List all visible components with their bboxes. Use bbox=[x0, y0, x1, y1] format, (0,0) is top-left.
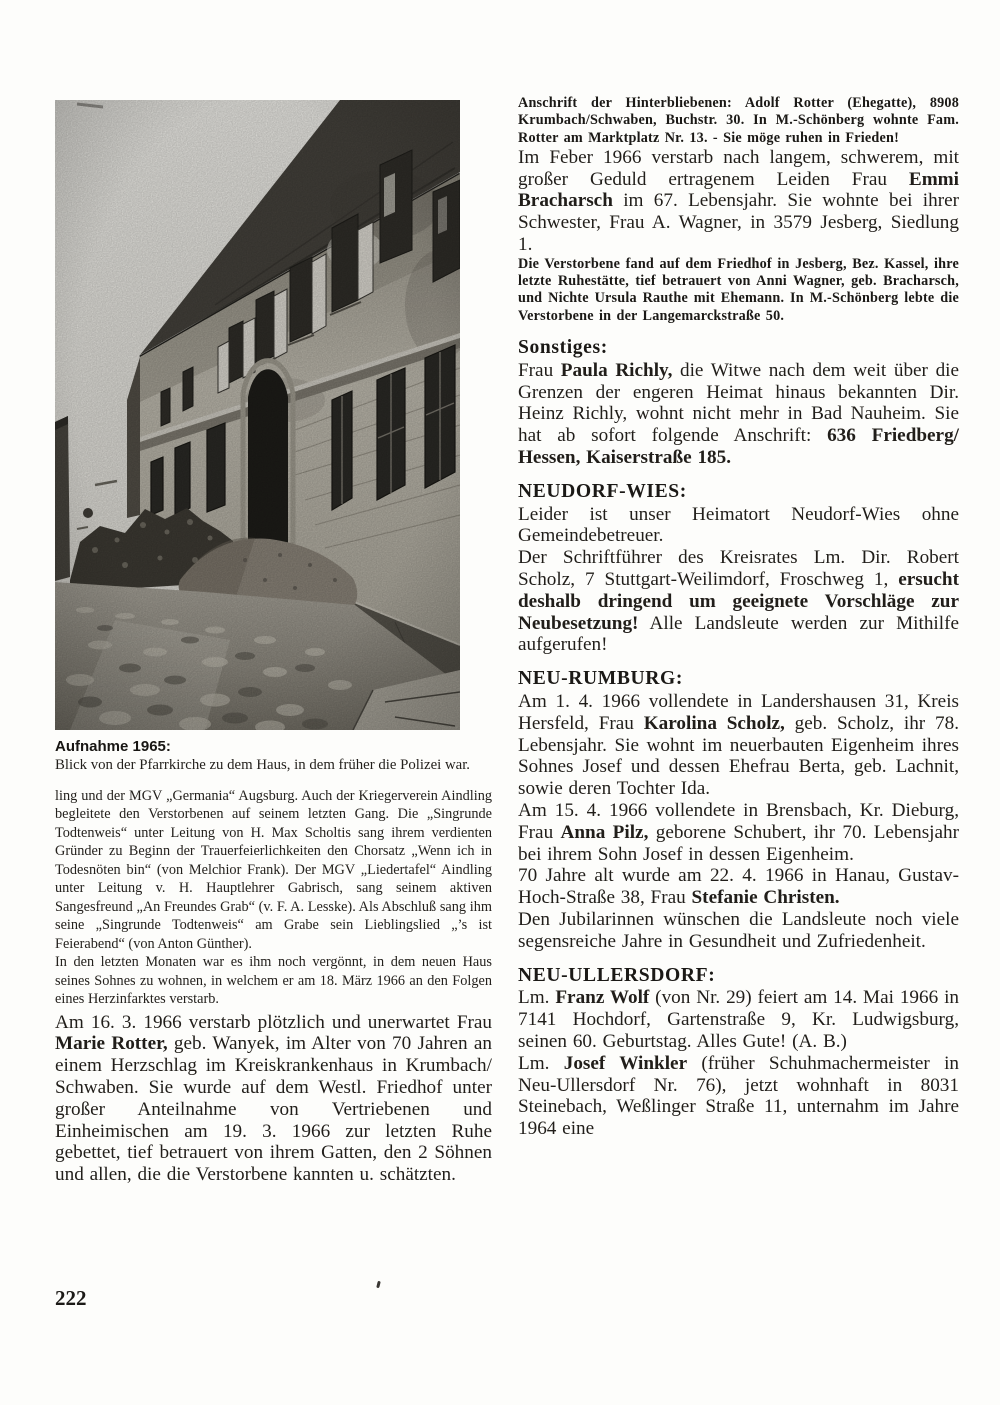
obituary-marie-rotter-paragraph: Am 16. 3. 1966 verstarb plötzlich und unerwartet Frau Marie Rotter, geb. Wanyek, im Alter von 70 Jahren an einem Herzschlag im Kreiskrankenhaus in Krumbach/ Schwaben. Sie wurde auf dem Westl. Friedhof unter großer Anteilnahme von Vertriebenen und Einheimischen am 19. 3. 1966 zur letzten Ruhe gebettet, tief betrauert von ihrem Gatten, den 2 Söhnen und allen, die die Verstorbene kannten u. schätzten. bbox=[55, 1011, 492, 1186]
stefanie-christen-birthday-paragraph: 70 Jahre alt wurde am 22. 4. 1966 in Hanau, Gustav-Hoch-Straße 38, Frau Stefanie Christen. bbox=[518, 865, 959, 909]
left-column bbox=[55, 100, 492, 1186]
jubilarinnen-wishes-paragraph: Den Jubilarinnen wünschen die Landsleute noch viele segensreiche Jahre in Gesundheit und Zufriedenheit. bbox=[518, 908, 959, 952]
photo-caption-text: Blick von der Pfarrkirche zu dem Haus, in dem früher die Polizei war. bbox=[55, 757, 471, 773]
street-photo bbox=[55, 100, 460, 730]
photo-caption bbox=[55, 737, 492, 775]
street-photo-illustration bbox=[55, 100, 460, 730]
rotter-survivors-address-note: Anschrift der Hinterbliebenen: Adolf Rotter (Ehegatte), 8908 Krumbach/Schwaben, Buchstr. 30. In M.-Schönberg wohnte Fam. Rotter am Marktplatz Nr. 13. - Sie möge ruhen in Frieden! bbox=[518, 95, 959, 146]
heading-sonstiges: Sonstiges: bbox=[518, 337, 608, 359]
page-number: 222 bbox=[55, 1286, 87, 1310]
neudorf-wies-no-caretaker-paragraph: Leider ist unser Heimatort Neudorf-Wies ohne Gemeindebetreuer. bbox=[518, 503, 959, 547]
josef-winkler-paragraph: Lm. Josef Winkler (früher Schuhmachermeister in Neu-Ullersdorf Nr. 76), jetzt wohnhaft in 8031 Steinebach, Weßlinger Straße 11, unternahm im Jahre 1964 eine bbox=[518, 1052, 959, 1140]
franz-wolf-birthday-paragraph: Lm. Franz Wolf (von Nr. 29) feiert am 14. Mai 1966 in 7141 Hochdorf, Gartenstraße 9, Kr. Ludwigsburg, seinen 60. Geburtstag. Alles Gute! (A. B.) bbox=[518, 987, 959, 1052]
heading-neudorf-wies: NEUDORF-WIES: bbox=[518, 480, 687, 502]
photo-caption-title: Aufnahme 1965: bbox=[55, 738, 171, 755]
print-speck bbox=[376, 1281, 381, 1289]
karolina-scholz-birthday-paragraph: Am 1. 4. 1966 vollendete in Landershausen 31, Kreis Hersfeld, Frau Karolina Scholz, geb. Scholz, ihr 78. Lebensjahr. Sie wohnt im neuerbauten Eigenheim ihres Sohnes Josef und dessen Ehefrau Berta, geb. Lachnit, sowie deren Tochter Ida. bbox=[518, 691, 959, 800]
paula-richly-address-paragraph: Frau Paula Richly, die Witwe nach dem weit über die Grenzen der engeren Heimat hinaus bekannten Dir. Heinz Richly, wohnt nicht mehr in Bad Nauheim. Sie hat ab sofort folgende Anschrift: 636 Friedberg/ Hessen, Kaiserstraße 185. bbox=[518, 359, 960, 469]
heading-neu-rumburg: NEU-RUMBURG: bbox=[518, 668, 684, 690]
obituary-emmi-bracharsch-paragraph: Im Feber 1966 verstarb nach langem, schwerem, mit großer Geduld ertragenem Leiden Frau Emmi Bracharsch im 67. Lebensjahr. Sie wohnte bei ihrer Schwester, Frau A. Wagner, in 3579 Jesberg, Siedlung 1. bbox=[518, 146, 959, 256]
obituary-aindling-choirs-paragraph: ling und der MGV „Germania“ Augsburg. Auch der Kriegerverein Aindling begleitete den Verstorbenen auf seinem letzten Gang. Die „Singrunde Todtenweis“ unter Leitung von H. Max Scholtis sang ihrem verdienten Gründer zu Beginn der Trauerfeierlichkeiten den Chorsatz „Wenn ich in Todesnöten bin“ (von Melchior Frank). Der MGV „Liedertafel“ Aindling unter Leitung v. H. Hauptlehrer Gabrisch, sang seinem aktiven Sangesfreund „An Freundes Grab“ (v. F. A. Lesske). Als Abschluß sang ihm seine „Singrunde Todtenweis“ am Grabe sein Lieblingslied „’s ist Feierabend“ (von Anton Günther). bbox=[55, 787, 492, 952]
bracharsch-burial-note: Die Verstorbene fand auf dem Friedhof in Jesberg, Bez. Kassel, ihre letzte Ruhestätte, tief betrauert von Anni Wagner, geb. Bracharsch, und Nichte Ursula Rauthe mit Ehemann. In M.-Schönberg lebte die Verstorbene in der Langemarckstraße 50. bbox=[518, 255, 959, 324]
heading-neu-ullersdorf: NEU-ULLERSDORF: bbox=[518, 964, 716, 986]
right-column bbox=[518, 95, 959, 1140]
anna-pilz-birthday-paragraph: Am 15. 4. 1966 vollendete in Brensbach, Kr. Dieburg, Frau Anna Pilz, geborene Schubert, ihr 70. Lebensjahr bei ihrem Sohn Josef in dessen Eigenheim. bbox=[518, 800, 959, 865]
obituary-aindling-final-months-paragraph: In den letzten Monaten war es ihm noch vergönnt, in dem neuen Haus seines Sohnes zu wohnen, in welchem er am 18. März 1966 an den Folgen eines Herzinfarktes verstarb. bbox=[55, 954, 492, 1008]
neudorf-wies-appeal-paragraph: Der Schriftführer des Kreisrates Lm. Dir. Robert Scholz, 7 Stuttgart-Weilimdorf, Froschweg 1, ersucht deshalb dringend um geeignete Vorschläge zur Neubesetzung! Alle Landsleute werden zur Mithilfe aufgerufen! bbox=[518, 547, 959, 656]
